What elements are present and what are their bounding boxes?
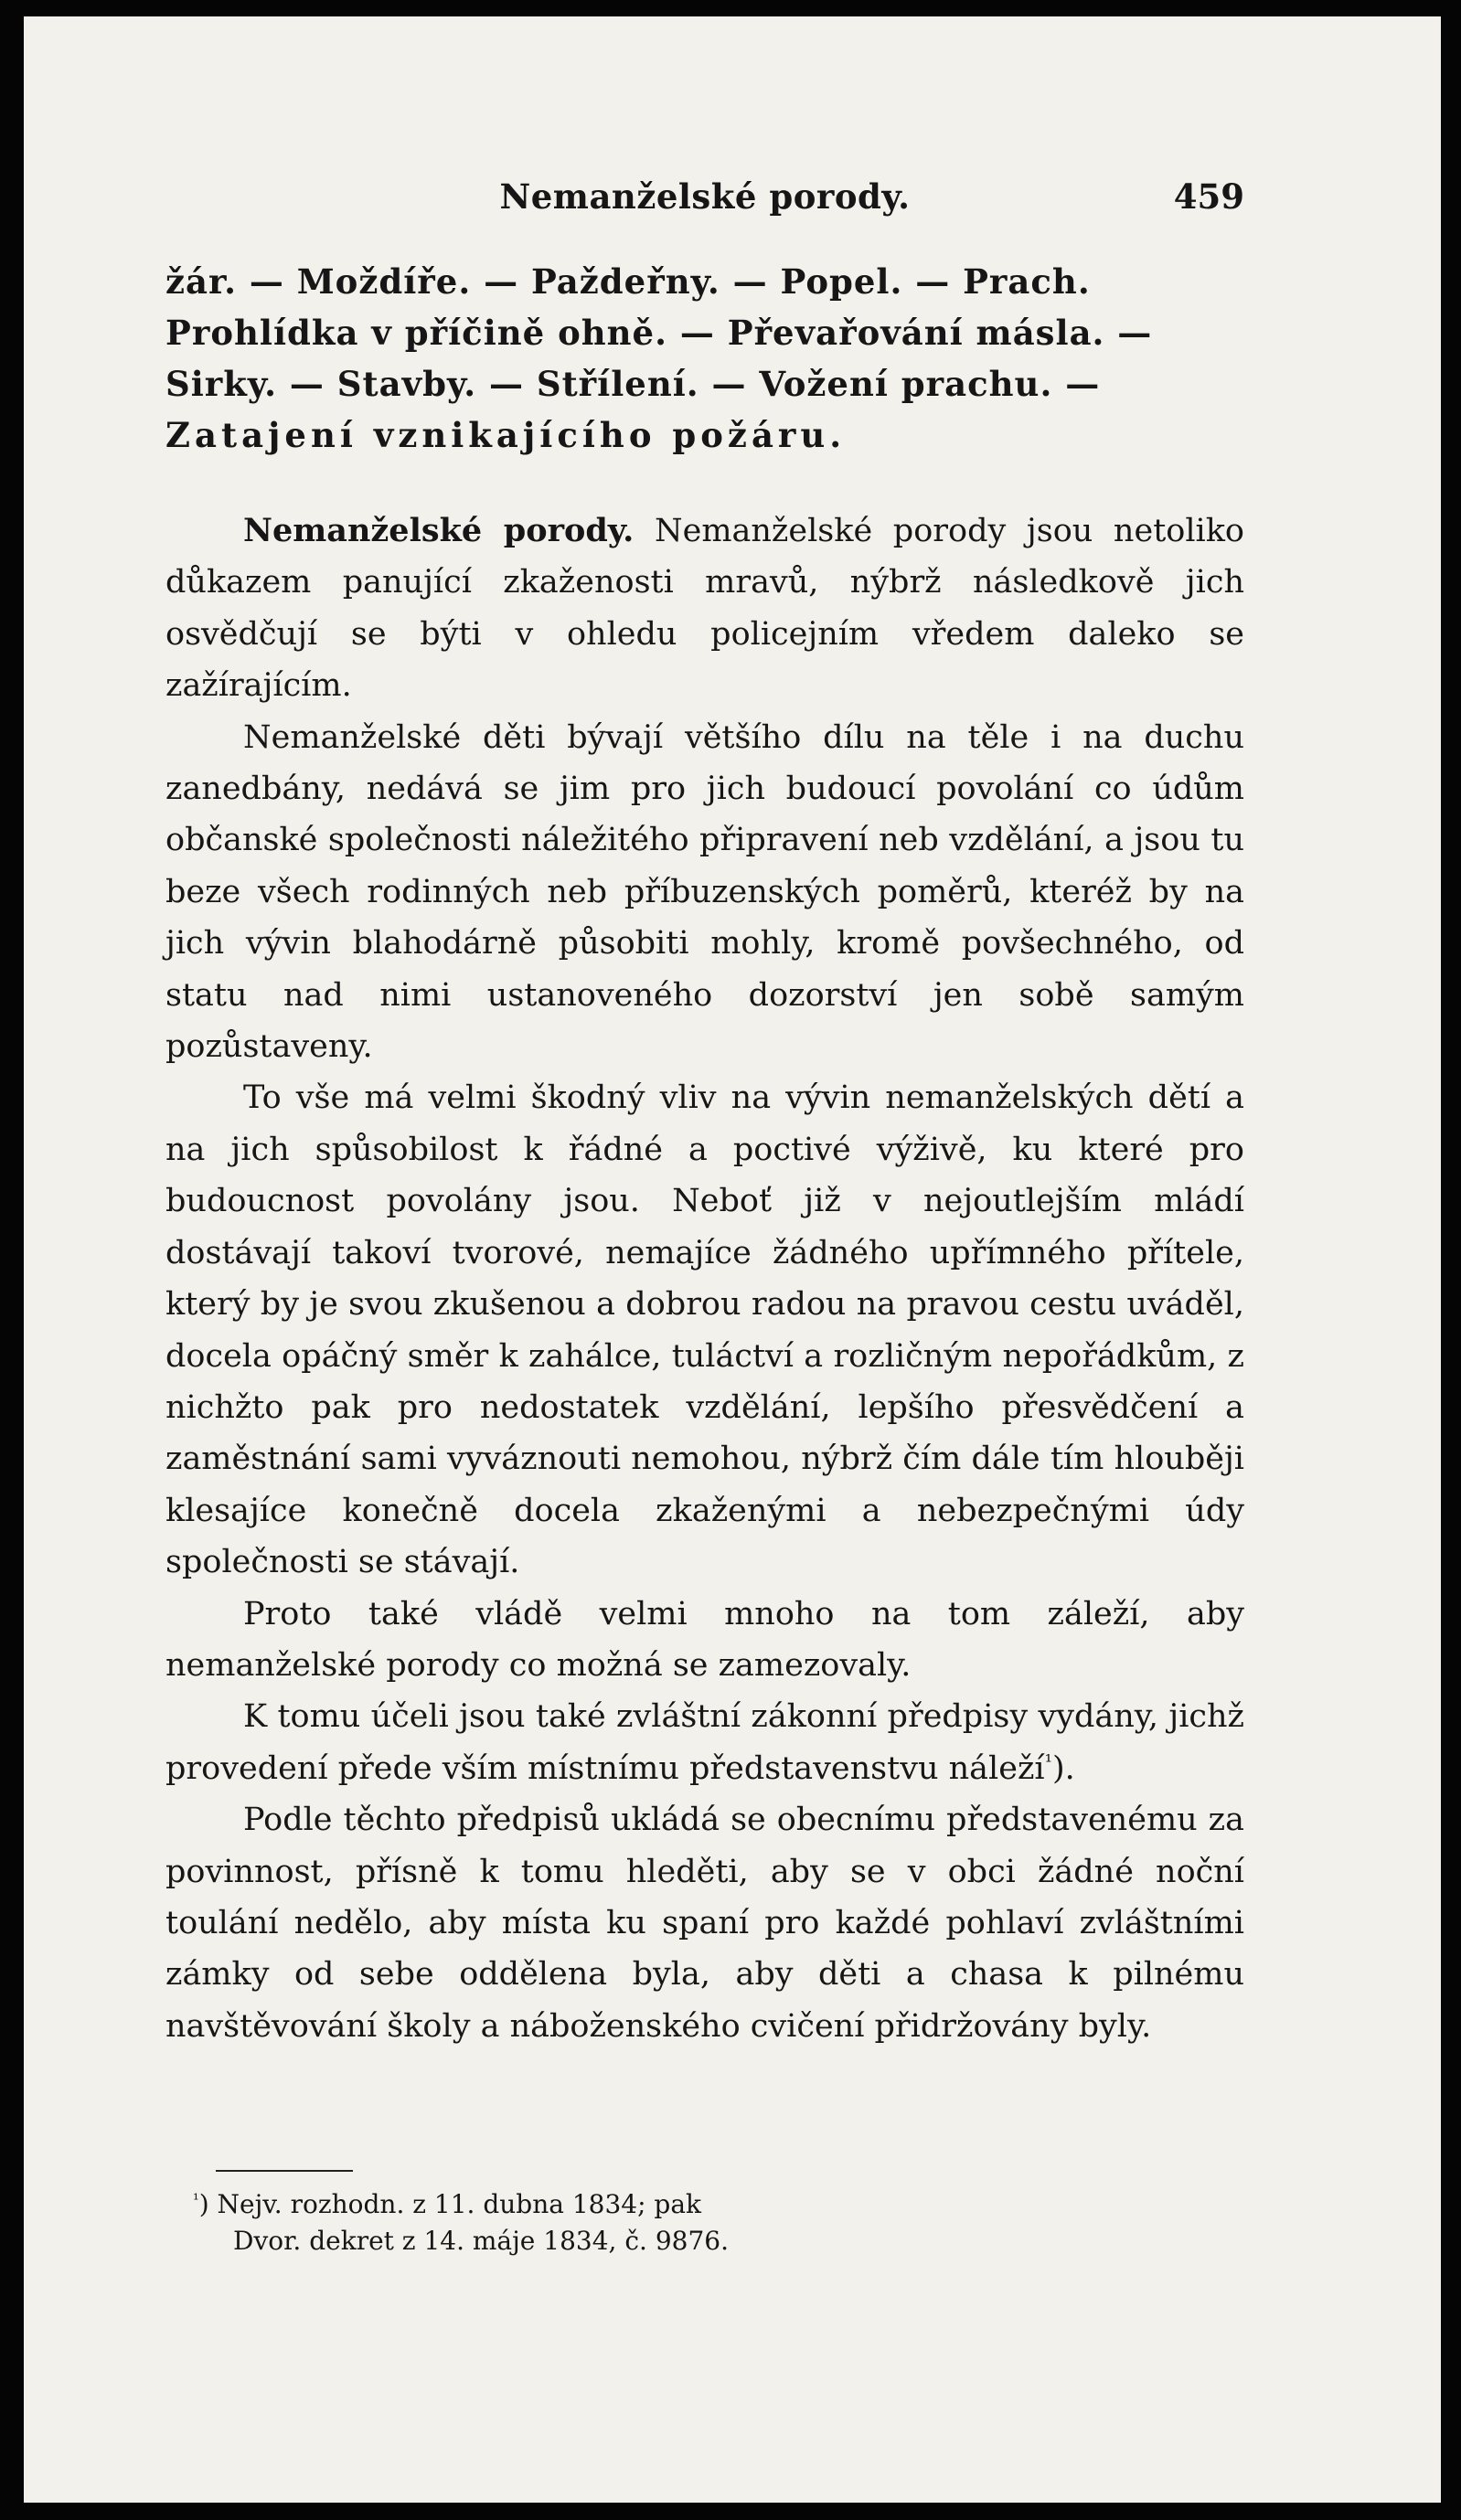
contents-line: Sirky. — Stavby. — Střílení. — Vožení prachu. —: [165, 364, 1101, 404]
page-number: 459: [1173, 176, 1244, 217]
section-contents: [165, 256, 1244, 461]
running-header: [165, 176, 1244, 231]
page-title: Nemanželské porody.: [499, 176, 911, 217]
paragraph: To vše má velmi škodný vliv na vývin nemanželských dětí a na jich spůsobilost k řádné a poctivé výživě, ku které pro budoucnost povolány jsou. Neboť již v nejoutlejším mládí dostávají takoví tvorové, nemajíce žádného upřímného přítele, který by je svou zkušenou a dobrou radou na pravou cestu uváděl, docela opáčný směr k zahálce, tuláctví a rozličným nepořádkům, z nichžto pak pro nedostatek vzdělání, lepšího přesvědčení a zaměstnání sami vyváznouti nemohou, nýbrž čím dále tím hlouběji klesajíce konečně docela zkaženými a nebezpečnými údy společnosti se stávají.: [165, 1079, 1244, 1581]
paragraph: [165, 1691, 1244, 1794]
contents-line: žár. — Moždíře. — Paždeřny. — Popel. — Prach.: [165, 261, 1091, 302]
footnote-divider: [216, 2170, 353, 2172]
footnotes: [193, 2186, 1107, 2259]
paragraph-end: ).: [1052, 1749, 1075, 1787]
footnote: [193, 2186, 1107, 2223]
paragraph: [165, 505, 1244, 712]
book-page: [24, 16, 1441, 2503]
paragraph-text: Nemanželské porody jsou netoliko důkazem panující zkaženosti mravů, nýbrž následkově jich osvědčují se býti v ohledu policejním vředem daleko se zažírajícím.: [165, 513, 1244, 705]
paragraph: Podle těchto předpisů ukládá se obecnímu představenému za povinnost, přísně k tomu hleděti, aby se v obci žádné noční toulání nedělo, aby místa ku spaní pro každé pohlaví zvláštními zámky od sebe oddělena byla, aby děti a chasa k pilnému navštěvování školy a náboženského cvičení přidržovány byly.: [165, 1802, 1244, 2045]
footnote-text: ) Nejv. rozhodn. z 11. dubna 1834; pak: [198, 2189, 702, 2219]
contents-line: Zatajení vznikajícího požáru.: [165, 415, 847, 455]
paragraph-text: K tomu účeli jsou také zvláštní zákonní předpisy vydány, jichž provedení přede vším místnímu představenstvu náleží: [165, 1698, 1244, 1787]
body-text: [165, 505, 1244, 2052]
section-heading: Nemanželské porody.: [243, 512, 635, 549]
footnote-reference: ¹: [1044, 1750, 1053, 1773]
paragraph: Proto také vládě velmi mnoho na tom záleží, aby nemanželské porody co možná se zamezovaly.: [165, 1595, 1244, 1684]
footnote-marker: ¹: [193, 2189, 199, 2208]
footnote-text: Dvor. dekret z 14. máje 1834, č. 9876.: [233, 2226, 729, 2256]
contents-line: Prohlídka v příčině ohně. — Převařování másla. —: [165, 313, 1153, 353]
paragraph: Nemanželské děti bývají většího dílu na těle i na duchu zanedbány, nedává se jim pro jich budoucí povolání co údům občanské společnosti náležitého připravení neb vzdělání, a jsou tu beze všech rodinných neb příbuzenských poměrů, kteréž by na jich vývin blahodárně působiti mohly, kromě povšechného, od statu nad nimi ustanoveného dozorství jen sobě samým pozůstaveny.: [165, 718, 1244, 1066]
